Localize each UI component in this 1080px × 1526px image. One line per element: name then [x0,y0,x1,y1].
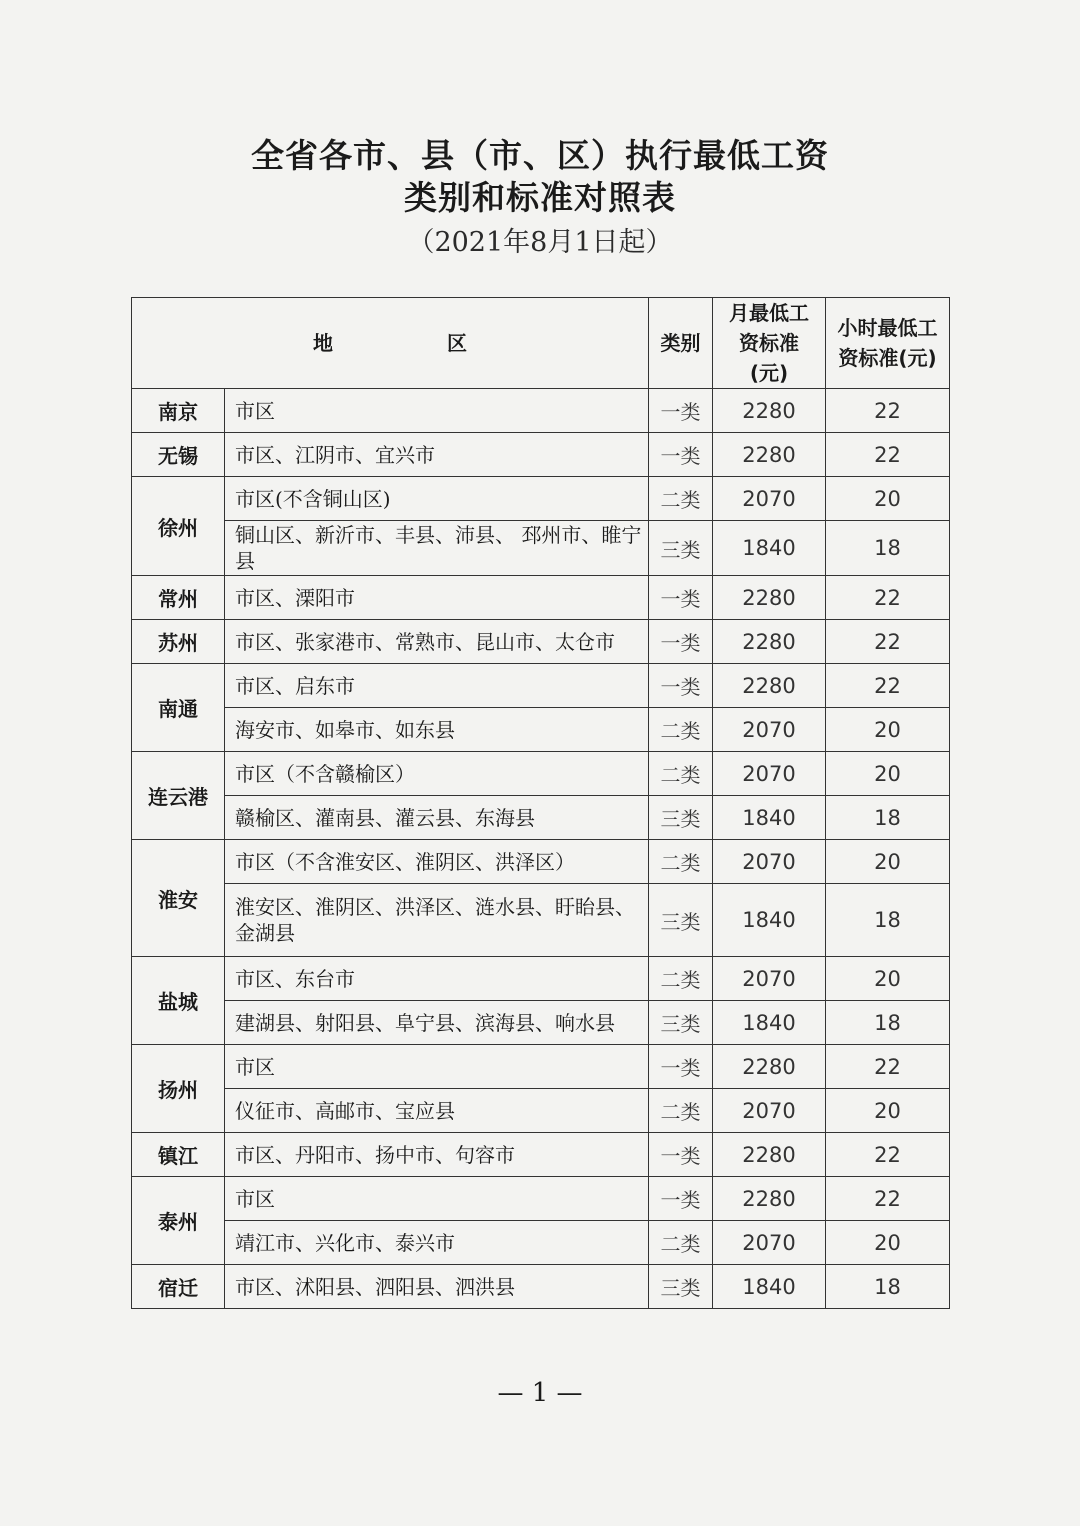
category-cell: 一类 [649,389,713,433]
category-cell: 二类 [649,840,713,884]
category-cell: 三类 [649,796,713,840]
table-row [132,796,950,840]
city-cell: 宿迁 [132,1265,225,1309]
table-row [132,884,950,957]
area-cell: 市区、沭阳县、泗阳县、泗洪县 [225,1265,649,1309]
area-cell: 市区 [225,1177,649,1221]
hourly-wage-cell: 20 [826,708,950,752]
monthly-wage-cell: 2280 [713,576,826,620]
area-cell: 仪征市、高邮市、宝应县 [225,1089,649,1133]
area-cell: 市区 [225,1045,649,1089]
table-row [132,708,950,752]
hourly-wage-cell: 18 [826,1001,950,1045]
table-row [132,620,950,664]
table-row [132,840,950,884]
header-monthly-wage: 月最低工资标准(元) [713,298,826,389]
category-cell: 三类 [649,1001,713,1045]
table-row [132,664,950,708]
hourly-wage-cell: 22 [826,389,950,433]
category-cell: 三类 [649,1265,713,1309]
hourly-wage-cell: 18 [826,521,950,576]
category-cell: 二类 [649,477,713,521]
city-cell: 扬州 [132,1045,225,1133]
area-cell: 市区、丹阳市、扬中市、句容市 [225,1133,649,1177]
hourly-wage-cell: 22 [826,1133,950,1177]
area-cell: 市区(不含铜山区) [225,477,649,521]
city-cell: 苏州 [132,620,225,664]
document-title: 全省各市、县（市、区）执行最低工资 [251,136,829,175]
table-row [132,389,950,433]
category-cell: 一类 [649,433,713,477]
monthly-wage-cell: 1840 [713,1265,826,1309]
hourly-wage-cell: 22 [826,433,950,477]
hourly-wage-cell: 22 [826,664,950,708]
monthly-wage-cell: 2070 [713,752,826,796]
area-cell: 市区（不含淮安区、淮阴区、洪泽区） [225,840,649,884]
monthly-wage-cell: 2070 [713,708,826,752]
area-cell: 赣榆区、灌南县、灌云县、东海县 [225,796,649,840]
table-row [132,1045,950,1089]
category-cell: 三类 [649,884,713,957]
table-row [132,433,950,477]
monthly-wage-cell: 2280 [713,389,826,433]
monthly-wage-cell: 2070 [713,1221,826,1265]
table-row [132,1133,950,1177]
hourly-wage-cell: 20 [826,477,950,521]
effective-date: （2021年8月1日起） [407,227,673,258]
table-row [132,477,950,521]
hourly-wage-cell: 20 [826,1089,950,1133]
table-row [132,1265,950,1309]
monthly-wage-cell: 1840 [713,796,826,840]
city-cell: 盐城 [132,957,225,1045]
table-row [132,576,950,620]
category-cell: 二类 [649,957,713,1001]
table-row [132,957,950,1001]
header-region-char-1: 地 [313,331,334,355]
page-number: — 1 — [497,1378,583,1408]
hourly-wage-cell: 18 [826,1265,950,1309]
monthly-wage-cell: 2280 [713,1177,826,1221]
monthly-wage-cell: 1840 [713,1001,826,1045]
category-cell: 一类 [649,1177,713,1221]
monthly-wage-cell: 2070 [713,1089,826,1133]
hourly-wage-cell: 20 [826,957,950,1001]
hourly-wage-cell: 20 [826,752,950,796]
city-cell: 泰州 [132,1177,225,1265]
category-cell: 一类 [649,1133,713,1177]
city-cell: 无锡 [132,433,225,477]
city-cell: 镇江 [132,1133,225,1177]
city-cell: 南通 [132,664,225,752]
category-cell: 一类 [649,576,713,620]
monthly-wage-cell: 1840 [713,884,826,957]
header-region-char-2: 区 [446,331,467,355]
area-cell: 市区、东台市 [225,957,649,1001]
area-cell: 海安市、如皋市、如东县 [225,708,649,752]
hourly-wage-cell: 20 [826,1221,950,1265]
area-cell: 市区 [225,389,649,433]
area-cell: 铜山区、新沂市、丰县、沛县、 邳州市、睢宁县 [225,521,649,576]
monthly-wage-cell: 2070 [713,477,826,521]
category-cell: 三类 [649,521,713,576]
category-cell: 二类 [649,1221,713,1265]
table-row [132,1089,950,1133]
monthly-wage-cell: 2280 [713,620,826,664]
area-cell: 市区、溧阳市 [225,576,649,620]
document-subtitle: 类别和标准对照表 [404,178,676,217]
city-cell: 徐州 [132,477,225,576]
city-cell: 淮安 [132,840,225,957]
city-cell: 常州 [132,576,225,620]
area-cell: 市区、江阴市、宜兴市 [225,433,649,477]
category-cell: 二类 [649,1089,713,1133]
header-hourly-wage: 小时最低工资标准(元) [826,298,950,389]
hourly-wage-cell: 22 [826,620,950,664]
table-row [132,521,950,576]
monthly-wage-cell: 1840 [713,521,826,576]
monthly-wage-cell: 2070 [713,840,826,884]
minimum-wage-table [131,297,950,1309]
monthly-wage-cell: 2280 [713,1045,826,1089]
hourly-wage-cell: 18 [826,884,950,957]
area-cell: 市区、张家港市、常熟市、昆山市、太仓市 [225,620,649,664]
table-row [132,1001,950,1045]
city-cell: 南京 [132,389,225,433]
category-cell: 一类 [649,620,713,664]
hourly-wage-cell: 22 [826,576,950,620]
hourly-wage-cell: 22 [826,1045,950,1089]
header-region [132,298,649,389]
hourly-wage-cell: 20 [826,840,950,884]
city-cell: 连云港 [132,752,225,840]
hourly-wage-cell: 22 [826,1177,950,1221]
area-cell: 市区（不含赣榆区） [225,752,649,796]
monthly-wage-cell: 2280 [713,664,826,708]
area-cell: 靖江市、兴化市、泰兴市 [225,1221,649,1265]
monthly-wage-cell: 2070 [713,957,826,1001]
category-cell: 二类 [649,708,713,752]
table-row [132,1177,950,1221]
category-cell: 一类 [649,1045,713,1089]
table-row [132,752,950,796]
header-category: 类别 [649,298,713,389]
monthly-wage-cell: 2280 [713,1133,826,1177]
area-cell: 淮安区、淮阴区、洪泽区、涟水县、盱眙县、金湖县 [225,884,649,957]
table-row [132,1221,950,1265]
category-cell: 一类 [649,664,713,708]
area-cell: 建湖县、射阳县、阜宁县、滨海县、响水县 [225,1001,649,1045]
monthly-wage-cell: 2280 [713,433,826,477]
area-cell: 市区、启东市 [225,664,649,708]
hourly-wage-cell: 18 [826,796,950,840]
category-cell: 二类 [649,752,713,796]
